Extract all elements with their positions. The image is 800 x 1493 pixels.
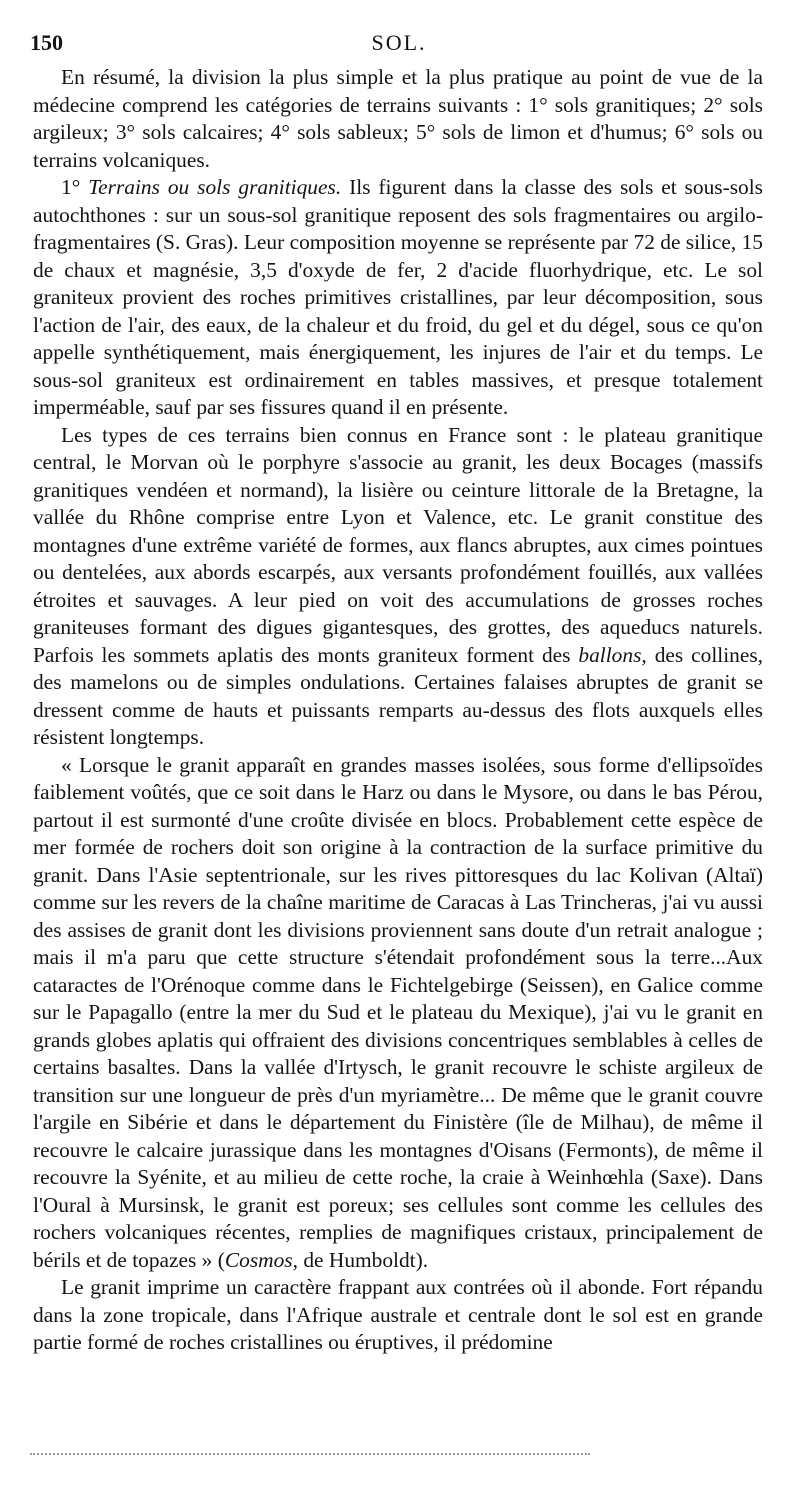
page-body [33,64,763,1357]
citation-author: de Humboldt). [303,1247,429,1272]
section-number: 1° [61,175,81,199]
paragraph-summary: En résumé, la division la plus simple et la plus pratique au point de vue de la médecine comprend les catégories de terrains suivants : 1° sols granitiques; 2° sols argileux; 3° sols calcaires; 4° sols sableux; 5° sols de limon et d'humus; 6° sols ou terrains volcaniques. [33,65,763,172]
paragraph-granitic-soils [33,174,763,422]
section-text: Ils figurent dans la classe des sols et sous-sols autochthones : sur un sous-sol granitique reposent des sols fragmentaires ou argilo-fragmentaires (S. Gras). Leur composition moyenne se représente par 72 de silice, 15 de chaux et magnésie, 3,5 d'oxyde de fer, 2 d'acide fluorhydrique, etc. Le sol graniteux provient des roches primitives cristallines, par leur décomposition, sous l'action de l'air, des eaux, de la chaleur et du froid, du gel et du dégel, sous ce qu'on appelle synthétiquement, mais énergiquement, les injures de l'air et du temps. Le sous-sol graniteux est ordinairement en tables massives, et presque totalement imperméable, sauf par ses fissures quand il en présente. [33,175,764,419]
page-header [30,30,768,60]
italic-term: ballons, [578,642,647,667]
quote-text: « Lorsque le granit apparaît en grandes masses isolées, sous forme d'ellipsoïdes faiblement voûtés, que ce soit dans le Harz ou dans le Mysore, ou dans le bas Pérou, partout il est surmonté d'une croûte divisée en blocs. Probablement cette espèce de mer formée de rochers doit son origine à la contraction de la surface primitive du granit. Dans l'Asie septentrionale, sur les rives pittoresques du lac Kolivan (Altaï) comme sur les revers de la chaîne maritime de Caracas à Las Trincheras, j'ai vu aussi des assises de granit dont les divisions proviennent sans doute d'un retrait analogue ; mais il m'a paru que cette structure s'étendait profondément sous la terre...Aux cataractes de l'Orénoque comme dans le Fichtelgebirge (Seissen), en Galice comme sur le Papagallo (entre la mer du Sud et le plateau du Mexique), j'ai vu le granit en grands globes aplatis qui offraient des divisions concentriques semblables à celles de certains basaltes. Dans la vallée d'Irtysch, le granit recouvre le schiste argileux de transition sur une longueur de près d'un myriamètre... De même que le granit couvre l'argile en Sibérie et dans le département du Finistère (île de Milhau), de même il recouvre le calcaire jurassique dans les montagnes d'Oisans (Fermonts), de même il recouvre la Syénite, et au milieu de cette roche, la craie à Weinhœhla (Saxe). Dans l'Oural à Mursinsk, le granit est poreux; ses cellules sont comme les cellules des rochers volcaniques récentes, remplies de magnifiques cristaux, principalement de bérils et de topazes » ( [33,752,763,1272]
paragraph-text-continued: des collines, des mamelons ou de simples ondulations. Certaines falaises abruptes de granit se dressent comme de hauts et puissants remparts au-dessus des flots auxquels elles résistent longtemps. [33,642,764,749]
paragraph-text: Les types de ces terrains bien connus en France sont : le plateau granitique central, le Morvan où le porphyre s'associe au granit, les deux Bocages (massifs granitiques vendéen et normand), la lisière ou ceinture littorale de la Bretagne, la vallée du Rhône comprise entre Lyon et Valence, etc. Le granit constitue des montagnes d'une extrême variété de formes, aux flancs abruptes, aux cimes pointues ou dentelées, aux abords escarpés, aux versants profondément fouillés, aux vallées étroites et sauvages. A leur pied on voit des accumulations de grosses roches graniteuses formant des digues gigantesques, des grottes, des aqueducs naturels. Parfois les sommets aplatis des monts graniteux forment des [33,422,763,667]
running-head: SOL. [371,30,427,55]
paragraph-granite-character: Le granit imprime un caractère frappant aux contrées où il abonde. Fort répandu dans la zone tropicale, dans l'Afrique australe et centrale dont le sol est en grande partie formé de roches cristallines ou éruptives, il prédomine [33,1275,763,1354]
footer-rule [30,1453,590,1455]
page-number: 150 [30,30,63,55]
paragraph-terrain-types [33,422,763,752]
citation-title: Cosmos, [224,1247,298,1272]
paragraph-humboldt-quote [33,752,763,1275]
section-heading: Terrains ou sols granitiques. [88,175,342,199]
